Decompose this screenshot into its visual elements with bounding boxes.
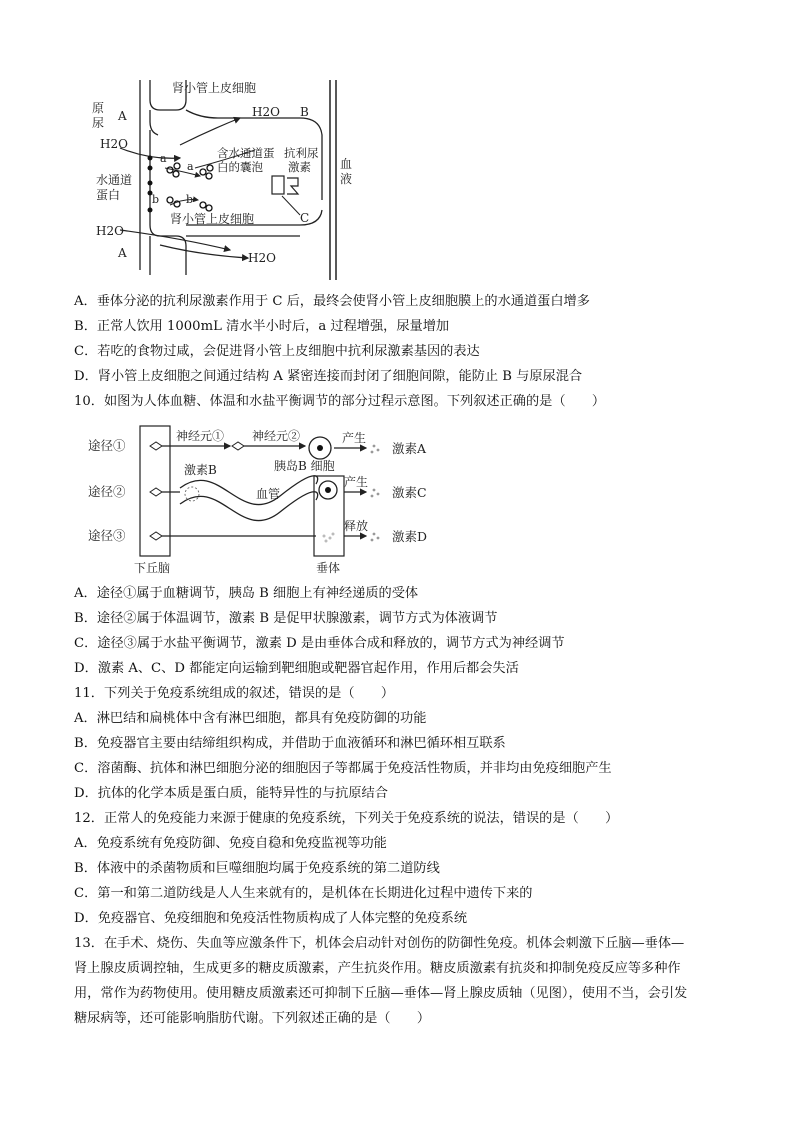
q12-stem: 12．正常人的免疫能力来源于健康的免疫系统，下列关于免疫系统的说法，错误的是（ ） xyxy=(74,811,619,826)
q9-option-d: D．肾小管上皮细胞之间通过结构 A 紧密连接而封闭了细胞间隙，能防止 B 与原尿混合 xyxy=(74,369,583,384)
fig1-label-b2: b xyxy=(186,193,194,206)
fig1-label-a2: a xyxy=(187,160,194,173)
fig1-label-H2O-1: H2O xyxy=(252,105,280,119)
q11-option-c: C．溶菌酶、抗体和淋巴细胞分泌的细胞因子等都属于免疫活性物质，并非均由免疫细胞产生 xyxy=(74,761,612,776)
q12-option-d: D．免疫器官、免疫细胞和免疫活性物质构成了人体完整的免疫系统 xyxy=(74,911,468,926)
q9-option-c: C．若吃的食物过咸，会促进肾小管上皮细胞中抗利尿激素基因的表达 xyxy=(74,344,480,359)
fig2-chansheng2: 产生 xyxy=(344,475,369,489)
fig2-jisuC: 激素C xyxy=(392,485,427,500)
regulation-pathway-diagram xyxy=(0,418,794,578)
fig2-tujing1: 途径① xyxy=(88,438,126,453)
q10-option-b: B．途径②属于体温调节，激素 B 是促甲状腺激素，调节方式为体液调节 xyxy=(74,611,498,626)
q11-option-d: D．抗体的化学本质是蛋白质，能特异性的与抗原结合 xyxy=(74,786,388,801)
fig2-shifang: 释放 xyxy=(344,519,369,533)
fig1-label-jisu: 激素 xyxy=(288,160,311,174)
fig1-label-H2O-4: H2O xyxy=(248,251,276,265)
fig1-label-b1: b xyxy=(152,193,160,206)
q13-line-2: 肾上腺皮质调控轴，生成更多的糖皮质激素，产生抗炎作用。糖皮质激素有抗炎和抑制免疫反应等多种作 xyxy=(74,961,681,976)
q11-option-b: B．免疫器官主要由结缔组织构成，并借助于血液循环和淋巴循环相互联系 xyxy=(74,736,506,751)
fig2-shenjing1: 神经元① xyxy=(176,429,225,443)
q9-option-b: B．正常人饮用 1000mL 清水半小时后，a 过程增强，尿量增加 xyxy=(74,319,450,334)
q12-option-b: B．体液中的杀菌物质和巨噬细胞均属于免疫系统的第二道防线 xyxy=(74,861,440,876)
fig2-tujing2: 途径② xyxy=(88,484,126,499)
fig1-label-yuan: 原 xyxy=(92,101,105,115)
fig1-label-ye: 液 xyxy=(340,172,353,186)
q10-stem: 10．如图为人体血糖、体温和水盐平衡调节的部分过程示意图。下列叙述正确的是（ ） xyxy=(74,394,606,409)
fig1-label-top: 肾小管上皮细胞 xyxy=(172,81,257,95)
fig1-label-kangli: 抗利尿 xyxy=(284,146,319,160)
fig2-xiaqiunao: 下丘脑 xyxy=(134,561,171,575)
fig1-label-shuitong2: 水通道 xyxy=(96,173,133,187)
fig1-label-shenxiao2: 肾小管上皮细胞 xyxy=(170,212,255,226)
q13-line-1: 13．在手术、烧伤、失血等应激条件下，机体会启动针对创伤的防御性免疫。机体会刺激下丘脑—垂体— xyxy=(74,936,685,951)
fig1-label-baibao: 白的囊泡 xyxy=(217,160,263,174)
fig1-label-danbai: 蛋白 xyxy=(96,188,121,202)
fig2-chuiti: 垂体 xyxy=(316,561,341,575)
fig1-label-C: C xyxy=(300,211,310,225)
q11-stem: 11．下列关于免疫系统组成的叙述，错误的是（ ） xyxy=(74,686,395,701)
q11-option-a: A．淋巴结和扁桃体中含有淋巴细胞，都具有免疫防御的功能 xyxy=(74,711,427,726)
fig1-label-A2: A xyxy=(118,246,127,260)
fig1-label-A1: A xyxy=(118,109,127,123)
fig1-label-xue: 血 xyxy=(340,157,353,171)
fig1-label-shuitong: 含水通道蛋 xyxy=(217,146,275,160)
kidney-tubule-diagram xyxy=(0,0,794,290)
fig1-label-niao: 尿 xyxy=(92,116,105,130)
fig1-label-a1: a xyxy=(160,152,167,165)
fig2-xueguan: 血管 xyxy=(256,487,281,501)
q9-option-a: A．垂体分泌的抗利尿激素作用于 C 后，最终会使肾小管上皮细胞膜上的水通道蛋白增多 xyxy=(74,294,590,309)
fig1-label-B: B xyxy=(300,105,309,119)
fig2-jisuB: 激素B xyxy=(184,463,217,477)
q10-option-c: C．途径③属于水盐平衡调节，激素 D 是由垂体合成和释放的，调节方式为神经调节 xyxy=(74,636,565,651)
fig1-label-H2O-3: H2O xyxy=(96,224,124,238)
fig2-chansheng1: 产生 xyxy=(342,431,367,445)
fig2-tujing3: 途径③ xyxy=(88,528,126,543)
fig2-jisuD: 激素D xyxy=(392,529,428,544)
fig2-yidao: 胰岛B 细胞 xyxy=(274,459,335,473)
q12-option-c: C．第一和第二道防线是人人生来就有的，是机体在长期进化过程中遗传下来的 xyxy=(74,886,533,901)
q12-option-a: A．免疫系统有免疫防御、免疫自稳和免疫监视等功能 xyxy=(74,836,387,851)
q10-option-d: D．激素 A、C、D 都能定向运输到靶细胞或靶器官起作用，作用后都会失活 xyxy=(74,661,519,676)
q10-option-a: A．途径①属于血糖调节，胰岛 B 细胞上有神经递质的受体 xyxy=(74,586,419,601)
fig2-shenjing2: 神经元② xyxy=(252,429,301,443)
fig2-jisuA: 激素A xyxy=(392,441,427,456)
q13-line-3: 用，常作为药物使用。使用糖皮质激素还可抑制下丘脑—垂体—肾上腺皮质轴（见图），使用不当，会引发 xyxy=(74,986,688,1001)
fig1-label-H2O-2: H2O xyxy=(100,137,128,151)
q13-line-4: 糖尿病等，还可能影响脂肪代谢。下列叙述正确的是（ ） xyxy=(74,1011,431,1026)
